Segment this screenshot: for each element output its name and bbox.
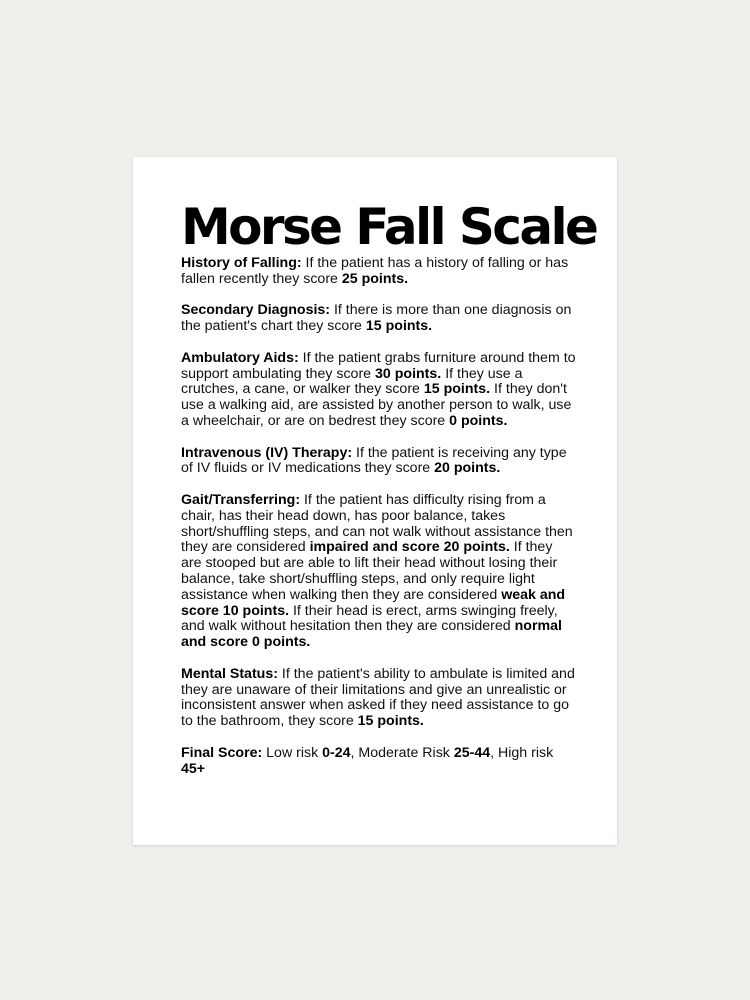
section-text: If they are stooped but are able to lift their head without losing their balance, take short/shuffling steps, and only require light assistance when walking then they are considered [181, 539, 558, 603]
poster-print [133, 157, 617, 845]
section-text: , Moderate Risk [350, 744, 454, 761]
poster-title: Morse Fall Scale [181, 198, 597, 256]
score-value: weak and score 10 points. [181, 586, 566, 619]
score-value: normal and score 0 points. [181, 618, 562, 651]
scale-section [181, 351, 576, 430]
score-value: 45+ [181, 760, 206, 777]
section-text: Low risk [262, 744, 323, 761]
section-text: If the patient grabs furniture around them to support ambulating they score [181, 349, 576, 382]
scale-section [181, 446, 576, 478]
section-label: History of Falling: [181, 255, 302, 271]
section-label: Intravenous (IV) Therapy: [181, 444, 353, 461]
section-text: If the patient's ability to ambulate is limited and they are unaware of their limitations and give an unrealistic or inconsistent answer when asked if they need assistance to go to the bathroom, they score [181, 665, 575, 730]
section-label: Secondary Diagnosis: [181, 302, 331, 319]
scale-section [181, 493, 576, 651]
section-text: If the patient has difficulty rising from a chair, has their head down, has poor balance, takes short/shuffling steps, and can not walk without assistance then they are considered [181, 491, 573, 556]
section-text: If they don't use a walking aid, are assisted by another person to walk, use a wheelchair, or are on bedrest they score [181, 381, 572, 429]
score-value: 25-44 [453, 744, 491, 761]
section-label: Ambulatory Aids: [181, 349, 299, 366]
scale-criteria-list [181, 256, 576, 793]
section-text: If their head is erect, arms swinging freely, and walk without hesitation then they are considered [181, 602, 558, 635]
section-text: If the patient is receiving any type of IV fluids or IV medications they score [181, 444, 567, 477]
scale-section [181, 667, 576, 730]
scale-section [181, 303, 576, 335]
score-value: 15 points. [365, 318, 433, 335]
score-value: 15 points. [357, 713, 424, 730]
section-label: Mental Status: [181, 665, 278, 682]
section-text: If they use a crutches, a cane, or walker they score [181, 365, 523, 398]
section-text: If there is more than one diagnosis on the patient's chart they score [181, 302, 572, 335]
score-value: 0-24 [322, 744, 351, 761]
section-text: , High risk [490, 744, 554, 761]
score-value: 30 points. [375, 365, 442, 382]
scale-section [181, 746, 576, 778]
section-label: Final Score: [181, 744, 263, 761]
scale-section [181, 256, 576, 288]
section-text: If the patient has a history of falling or has fallen recently they score [181, 255, 569, 287]
score-value: 25 points. [341, 270, 409, 287]
score-value: impaired and score 20 points. [309, 539, 510, 556]
score-value: 20 points. [434, 460, 501, 477]
section-label: Gait/Transferring: [181, 491, 301, 508]
score-value: 15 points. [423, 381, 491, 398]
score-value: 0 points. [449, 412, 508, 429]
